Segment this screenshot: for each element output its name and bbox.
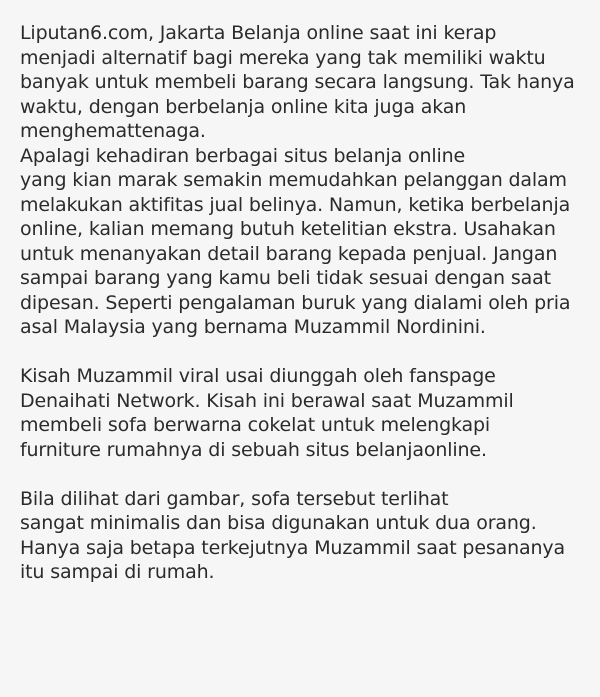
text-line: dipesan. Seperti pengalaman buruk yang dialami oleh pria bbox=[20, 291, 571, 314]
text-line: yang kian marak semakin memudahkan pelanggan dalam bbox=[20, 169, 567, 191]
text-line: Bila dilihat dari gambar, sofa tersebut terlihat bbox=[20, 487, 449, 510]
paragraph-spacer bbox=[20, 462, 588, 487]
text-line: furniture rumahnya di sebuah situs belanjaonline. bbox=[20, 438, 487, 461]
text-line: Hanya saja betapa terkejutnya Muzammil saat pesananya bbox=[20, 536, 565, 559]
text-line: untuk menanyakan detail barang kepada penjual. Jangan bbox=[20, 242, 558, 265]
text-line: Kisah Muzammil viral usai diunggah oleh fanspage bbox=[20, 365, 496, 387]
text-line: itu sampai di rumah. bbox=[20, 561, 215, 583]
text-line: melakukan aktifitas jual belinya. Namun, ketika berbelanja bbox=[20, 193, 571, 216]
text-line: Denaihati Network. Kisah ini berawal saat Muzammil bbox=[20, 389, 514, 412]
article-paragraph-2 bbox=[20, 364, 588, 462]
text-line: Liputan6.com, Jakarta Belanja online saat ini kerap bbox=[20, 22, 497, 44]
article-paragraph-3 bbox=[20, 487, 588, 585]
text-line: banyak untuk membeli barang secara langsung. Tak hanya bbox=[20, 71, 575, 93]
text-line: menghemattenaga. bbox=[20, 120, 206, 142]
text-line: asal Malaysia yang bernama Muzammil Nordinini. bbox=[20, 316, 486, 338]
article-paragraph-1 bbox=[20, 21, 588, 340]
text-line: sampai barang yang kamu beli tidak sesuai dengan saat bbox=[20, 267, 551, 289]
text-line: waktu, dengan berbelanja online kita juga akan bbox=[20, 95, 467, 118]
text-line: membeli sofa berwarna cokelat untuk melengkapi bbox=[20, 414, 491, 436]
text-line: Apalagi kehadiran berbagai situs belanja online bbox=[20, 144, 466, 167]
text-line: sangat minimalis dan bisa digunakan untuk dua orang. bbox=[20, 512, 537, 534]
paragraph-spacer bbox=[20, 340, 588, 365]
text-line: menjadi alternatif bagi mereka yang tak memiliki waktu bbox=[20, 46, 546, 69]
text-line: online, kalian memang butuh ketelitian ekstra. Usahakan bbox=[20, 218, 556, 240]
article-body bbox=[20, 21, 588, 585]
